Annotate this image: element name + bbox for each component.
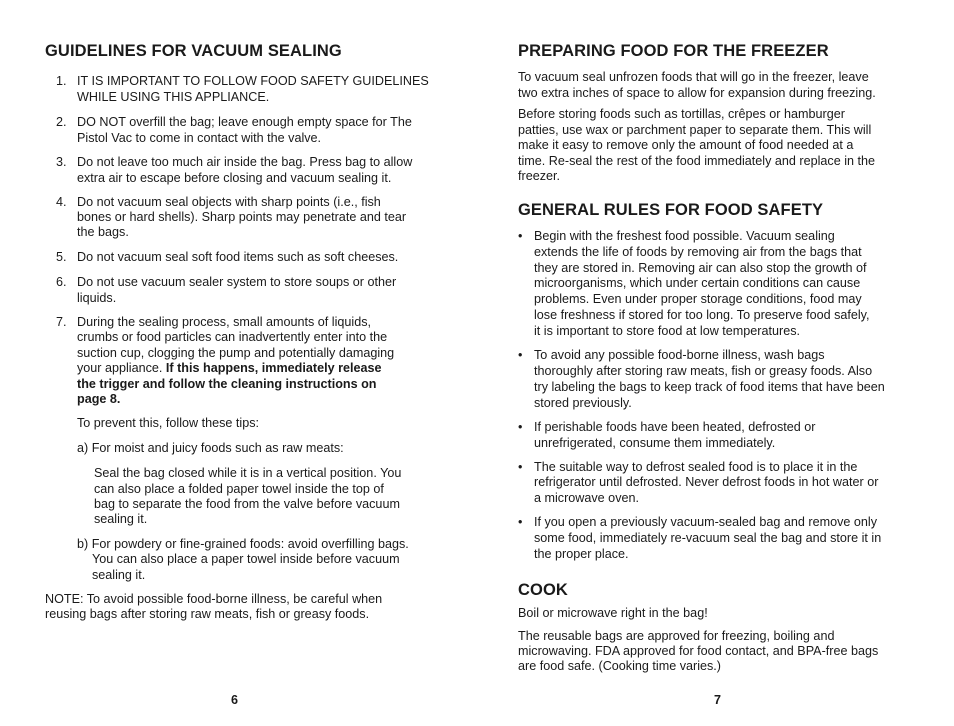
- safety-bullet-line: they are stored in. Removing air can also stop the growth of: [534, 261, 867, 275]
- item-7-warning-line: page 8.: [77, 392, 121, 406]
- page-number: 6: [231, 693, 239, 707]
- freezer-paragraph-line: freezer.: [518, 169, 560, 183]
- freezer-heading: PREPARING FOOD FOR THE FREEZER: [518, 42, 829, 60]
- safety-bullet-line: it is important to store food at low temperatures.: [534, 324, 800, 338]
- bullet-marker: •: [518, 348, 523, 362]
- tip-b-line: sealing it.: [92, 568, 146, 582]
- bullet-marker: •: [518, 229, 523, 243]
- item-7-warning-text: If this happens, immediately release: [165, 361, 382, 375]
- bullet-marker: •: [518, 420, 523, 434]
- freezer-paragraph-line: time. Re-seal the rest of the food immediately and replace in the: [518, 154, 876, 168]
- item-1-line: IT IS IMPORTANT TO FOLLOW FOOD SAFETY GUIDELINES: [77, 74, 429, 88]
- food-safety-heading: GENERAL RULES FOR FOOD SAFETY: [518, 201, 824, 219]
- safety-bullet-line: The suitable way to defrost sealed food is to place it in the: [534, 460, 858, 474]
- freezer-paragraph-line: To vacuum seal unfrozen foods that will go in the freezer, leave: [518, 70, 869, 84]
- safety-bullet-line: Begin with the freshest food possible. Vacuum sealing: [534, 229, 835, 243]
- item-7-line: suction cup, clogging the pump and potentially damaging: [77, 346, 395, 360]
- safety-bullet-line: try labeling the bags to keep track of food items that have been: [534, 380, 885, 394]
- vacuum-sealing-heading: GUIDELINES FOR VACUUM SEALING: [45, 42, 342, 60]
- tip-a-line: bag to separate the food from the valve before vacuum: [94, 497, 400, 511]
- note-line: NOTE: To avoid possible food-borne illness, be careful when: [45, 592, 383, 606]
- cook-heading: COOK: [518, 581, 568, 599]
- cook-paragraph-line: microwaving. FDA approved for food contact, and BPA-free bags: [518, 644, 879, 658]
- safety-bullet-line: refrigerator until defrosted. Never defrost foods in hot water or: [534, 475, 879, 489]
- item-4-line: Do not vacuum seal objects with sharp points (i.e., fish: [77, 195, 381, 209]
- freezer-paragraph-line: make it easy to remove only the amount of food needed at a: [518, 138, 854, 152]
- item-2-line: DO NOT overfill the bag; leave enough empty space for The: [77, 115, 412, 129]
- safety-bullet-line: stored previously.: [534, 396, 632, 410]
- item-7-number: 7.: [56, 315, 67, 329]
- tip-a-line: Seal the bag closed while it is in a vertical position. You: [94, 466, 402, 480]
- item-4-number: 4.: [56, 195, 67, 209]
- item-7-line: [77, 361, 382, 377]
- item-7-plain-text: your appliance.: [77, 361, 166, 375]
- cook-paragraph-line: The reusable bags are approved for freezing, boiling and: [518, 629, 835, 643]
- tip-b-line: b) For powdery or fine-grained foods: avoid overfilling bags.: [77, 537, 409, 551]
- safety-bullet-line: microorganisms, which under certain conditions can cause: [534, 276, 861, 290]
- safety-bullet-line: To avoid any possible food-borne illness, wash bags: [534, 348, 825, 362]
- safety-bullet-line: unrefrigerated, consume them immediately.: [534, 436, 776, 450]
- tip-b-line: You can also place a paper towel inside before vacuum: [92, 552, 400, 566]
- item-4-line: bones or hard shells). Sharp points may penetrate and tear: [77, 210, 407, 224]
- safety-bullet-line: problems. Even under proper storage conditions, food may: [534, 292, 862, 306]
- item-2-line: Pistol Vac to come in contact with the valve.: [77, 131, 322, 145]
- freezer-paragraph-line: Before storing foods such as tortillas, crêpes or hamburger: [518, 107, 845, 121]
- tip-a-line: sealing it.: [94, 512, 148, 526]
- item-1-line: WHILE USING THIS APPLIANCE.: [77, 90, 270, 104]
- item-7-line: crumbs or food particles can inadvertently enter into the: [77, 330, 388, 344]
- tips-intro: To prevent this, follow these tips:: [77, 416, 259, 430]
- item-5-line: Do not vacuum seal soft food items such as soft cheeses.: [77, 250, 399, 264]
- item-1-number: 1.: [56, 74, 67, 88]
- cook-paragraph-line: are food safe. (Cooking time varies.): [518, 659, 721, 673]
- safety-bullet-line: If you open a previously vacuum-sealed bag and remove only: [534, 515, 878, 529]
- freezer-paragraph-line: two extra inches of space to allow for expansion during freezing.: [518, 86, 876, 100]
- item-3-number: 3.: [56, 155, 67, 169]
- note-line: reusing bags after storing raw meats, fish or greasy foods.: [45, 607, 370, 621]
- item-6-number: 6.: [56, 275, 67, 289]
- right-page: [518, 0, 918, 726]
- left-page: [45, 0, 445, 726]
- safety-bullet-line: thoroughly after storing raw meats, fish or greasy foods. Also: [534, 364, 873, 378]
- safety-bullet-line: lose freshness if stored for too long. To preserve food safely,: [534, 308, 870, 322]
- bullet-marker: •: [518, 515, 523, 529]
- safety-bullet-line: If perishable foods have been heated, defrosted or: [534, 420, 816, 434]
- tip-a-line: can also place a folded paper towel inside the top of: [94, 482, 384, 496]
- item-7-line: During the sealing process, small amounts of liquids,: [77, 315, 371, 329]
- safety-bullet-line: extends the life of foods by removing air from the bags that: [534, 245, 862, 259]
- freezer-paragraph-line: patties, use wax or parchment paper to separate them. This will: [518, 123, 872, 137]
- safety-bullet-line: some food, immediately re-vacuum seal the bag and store it in: [534, 531, 882, 545]
- item-4-line: the bags.: [77, 225, 129, 239]
- item-7-warning-line: the trigger and follow the cleaning instructions on: [77, 377, 377, 391]
- item-6-line: Do not use vacuum sealer system to store soups or other: [77, 275, 397, 289]
- safety-bullet-line: the proper place.: [534, 547, 629, 561]
- item-2-number: 2.: [56, 115, 67, 129]
- tip-a-label: a) For moist and juicy foods such as raw meats:: [77, 441, 344, 455]
- cook-paragraph-line: Boil or microwave right in the bag!: [518, 606, 708, 620]
- item-3-line: extra air to escape before closing and vacuum sealing it.: [77, 171, 392, 185]
- bullet-marker: •: [518, 460, 523, 474]
- item-5-number: 5.: [56, 250, 67, 264]
- safety-bullet-line: a microwave oven.: [534, 491, 639, 505]
- item-6-line: liquids.: [77, 291, 117, 305]
- item-3-line: Do not leave too much air inside the bag. Press bag to allow: [77, 155, 413, 169]
- page-number: 7: [714, 693, 722, 707]
